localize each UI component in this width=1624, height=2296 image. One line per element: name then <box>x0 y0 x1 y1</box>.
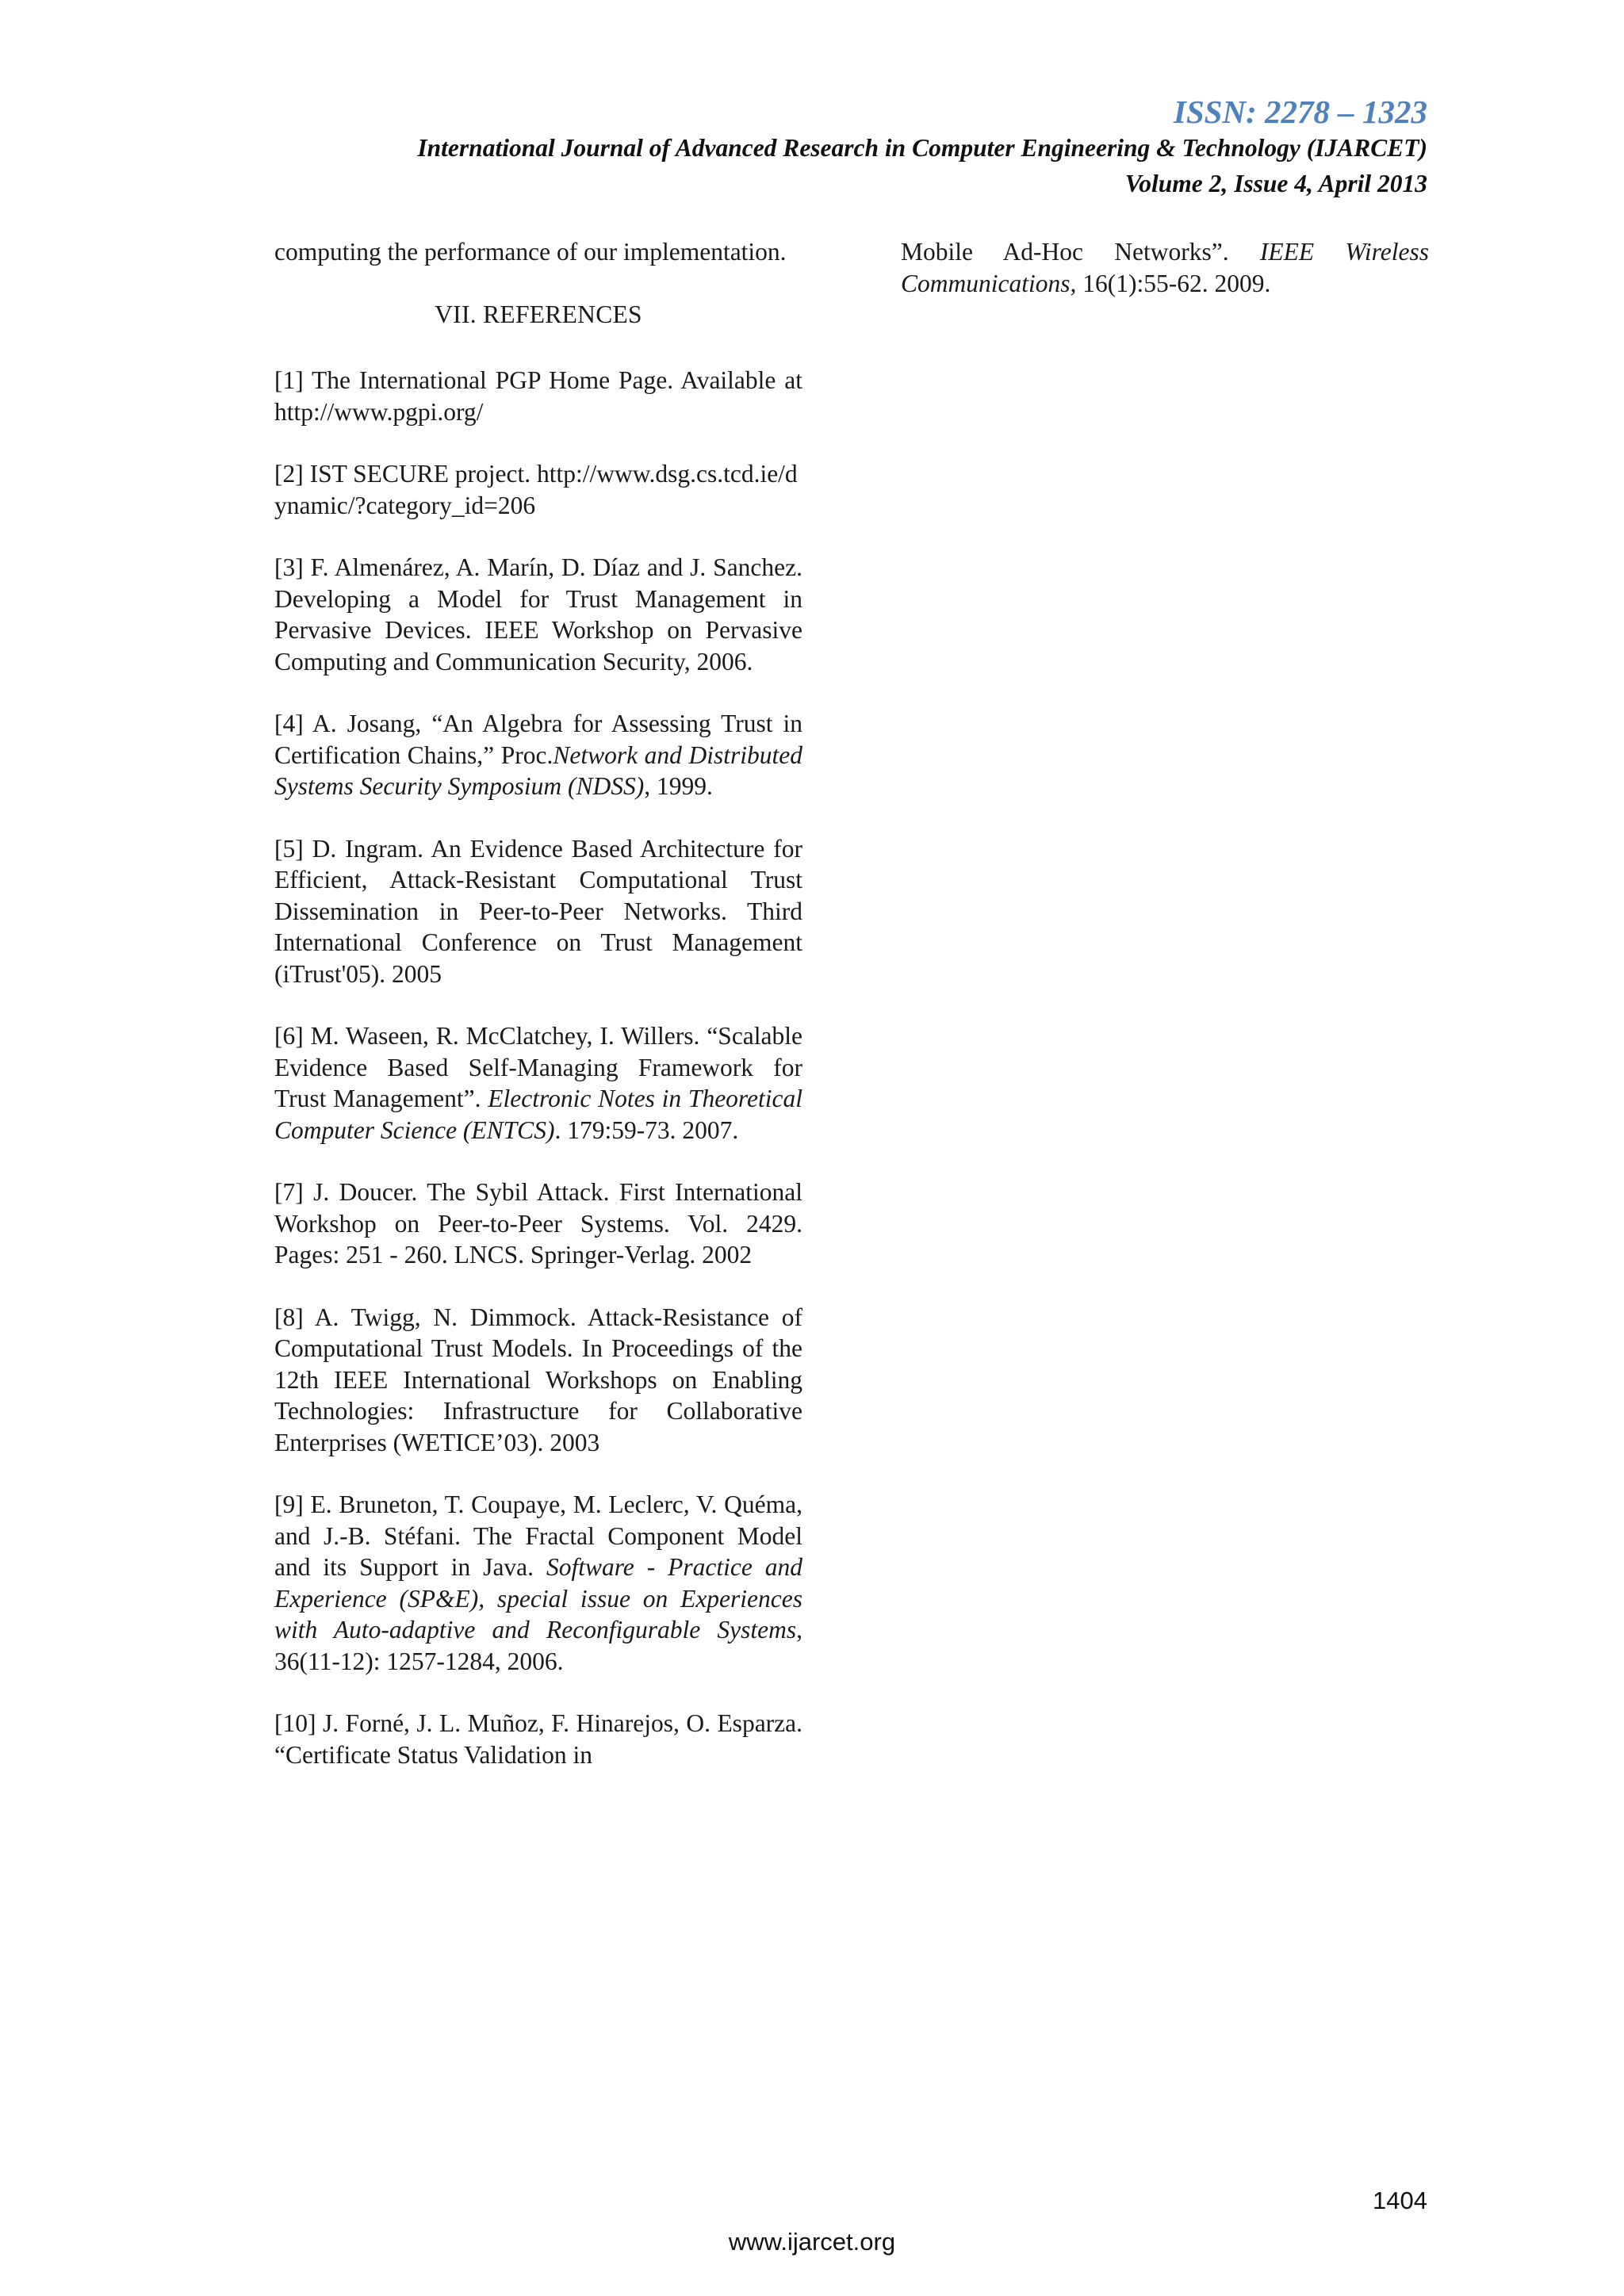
reference-10-cont-post: 16(1):55-62. 2009. <box>1076 269 1271 297</box>
intro-paragraph: computing the performance of our implementation. <box>274 238 787 266</box>
section-heading-references: VII. REFERENCES <box>435 300 642 328</box>
reference-6-venue: Electronic Notes in Theoretical Computer Science (ENTCS) <box>274 1085 802 1144</box>
volume-issue: Volume 2, Issue 4, April 2013 <box>1124 169 1427 197</box>
right-column <box>901 236 1429 330</box>
reference-9-post: , 36(11-12): 1257-1284, 2006. <box>274 1616 802 1675</box>
reference-2: [2] IST SECURE project. http://www.dsg.cs.tcd.ie/dynamic/?category_id=206 <box>274 460 798 519</box>
reference-3: [3] F. Almenárez, A. Marín, D. Díaz and J. Sanchez. Developing a Model for Trust Management in Pervasive Devices. IEEE Workshop on Pervasive Computing and Communication Security, 2006. <box>274 553 802 675</box>
reference-10-continuation <box>901 236 1429 299</box>
reference-6 <box>274 1020 802 1146</box>
reference-1: [1] The International PGP Home Page. Available at http://www.pgpi.org/ <box>274 366 802 426</box>
reference-10: [10] J. Forné, J. L. Muñoz, F. Hinarejos, O. Esparza. “Certificate Status Validation in <box>274 1709 802 1769</box>
reference-7: [7] J. Doucer. The Sybil Attack. First International Workshop on Peer-to-Peer Systems. Vol. 2429. Pages: 251 - 260. LNCS. Springer-Verlag. 2002 <box>274 1178 802 1269</box>
left-column <box>274 236 802 1801</box>
journal-title: International Journal of Advanced Research in Computer Engineering & Technology (IJARCET) <box>417 134 1427 163</box>
page-header <box>417 94 1427 202</box>
reference-4-pre: [4] A. Josang, “An Algebra for Assessing Trust in Certification Chains,” Proc. <box>274 710 802 769</box>
reference-10-cont-venue: IEEE Wireless Communications, <box>901 238 1429 297</box>
reference-8: [8] A. Twigg, N. Dimmock. Attack-Resistance of Computational Trust Models. In Proceedings of the 12th IEEE International Workshops on Enabling Technologies: Infrastructure for Collaborative Enterprises (WETICE’03). 2003 <box>274 1303 802 1456</box>
reference-5: [5] D. Ingram. An Evidence Based Architecture for Efficient, Attack-Resistant Computational Trust Dissemination in Peer-to-Peer Networks. Third International Conference on Trust Management (iTrust'05). 2005 <box>274 834 802 988</box>
issn-label: ISSN: 2278 – 1323 <box>1173 94 1427 130</box>
reference-4-venue: Network and Distributed Systems Security Symposium (NDSS) <box>274 740 803 800</box>
reference-9-venue: Software - Practice and Experience (SP&E), special issue on Experiences with Auto-adaptive and Reconfigurable Systems <box>274 1553 802 1644</box>
reference-4-post: , 1999. <box>644 772 713 800</box>
reference-9-pre: [9] E. Bruneton, T. Coupaye, M. Leclerc, V. Quéma, and J.-B. Stéfani. The Fractal Component Model and its Support in Java. <box>274 1490 802 1581</box>
reference-4 <box>274 708 802 802</box>
reference-6-pre: [6] M. Waseen, R. McClatchey, I. Willers. “Scalable Evidence Based Self-Managing Framework for Trust Management”. <box>274 1022 802 1112</box>
page-number: 1404 <box>1373 2187 1427 2214</box>
reference-9 <box>274 1489 802 1677</box>
reference-10-cont-pre: Mobile Ad-Hoc Networks”. <box>901 238 1260 266</box>
footer-url: www.ijarcet.org <box>728 2228 896 2256</box>
reference-6-post: . 179:59-73. 2007. <box>554 1115 739 1144</box>
